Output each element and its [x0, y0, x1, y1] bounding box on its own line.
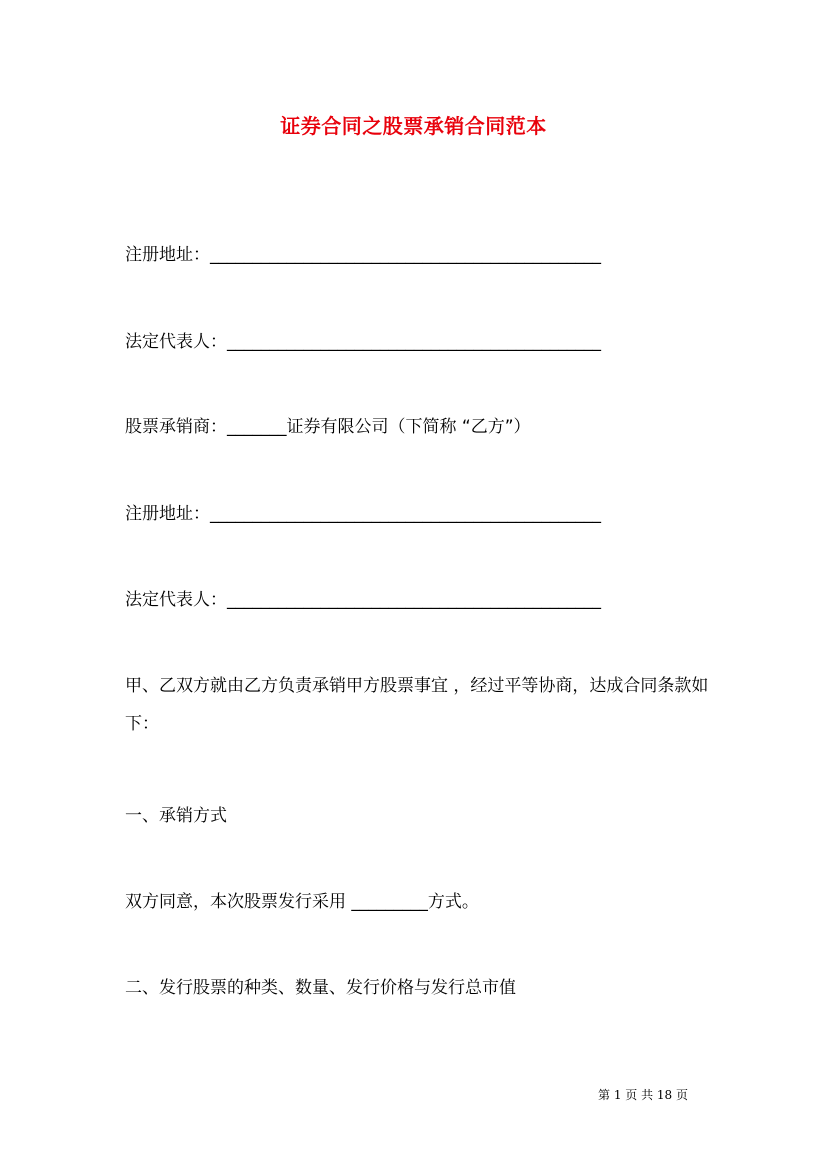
underwriter-line: 股票承销商：_______证券有限公司（下简称 “乙方”）: [125, 417, 531, 437]
section-1-text: 双方同意，本次股票发行采用 _________方式。: [125, 892, 479, 912]
document-title: 证券合同之股票承销合同范本: [280, 114, 547, 138]
section-1-heading: 一、承销方式: [125, 806, 227, 826]
intro-paragraph: 甲、乙双方就由乙方负责承销甲方股票事宜 ，经过平等协商，达成合同条款如下：: [125, 676, 709, 734]
legal-representative-line-1: 法定代表人：____________________________________________: [125, 332, 601, 352]
legal-representative-line-2: 法定代表人：____________________________________________: [125, 590, 601, 610]
registered-address-line-1: 注册地址：______________________________________________: [125, 245, 601, 265]
section-2-heading: 二、发行股票的种类、数量、发行价格与发行总市值: [125, 978, 516, 998]
registered-address-line-2: 注册地址：______________________________________________: [125, 504, 601, 524]
page-footer: 第 1 页 共 18 页: [598, 1088, 688, 1102]
